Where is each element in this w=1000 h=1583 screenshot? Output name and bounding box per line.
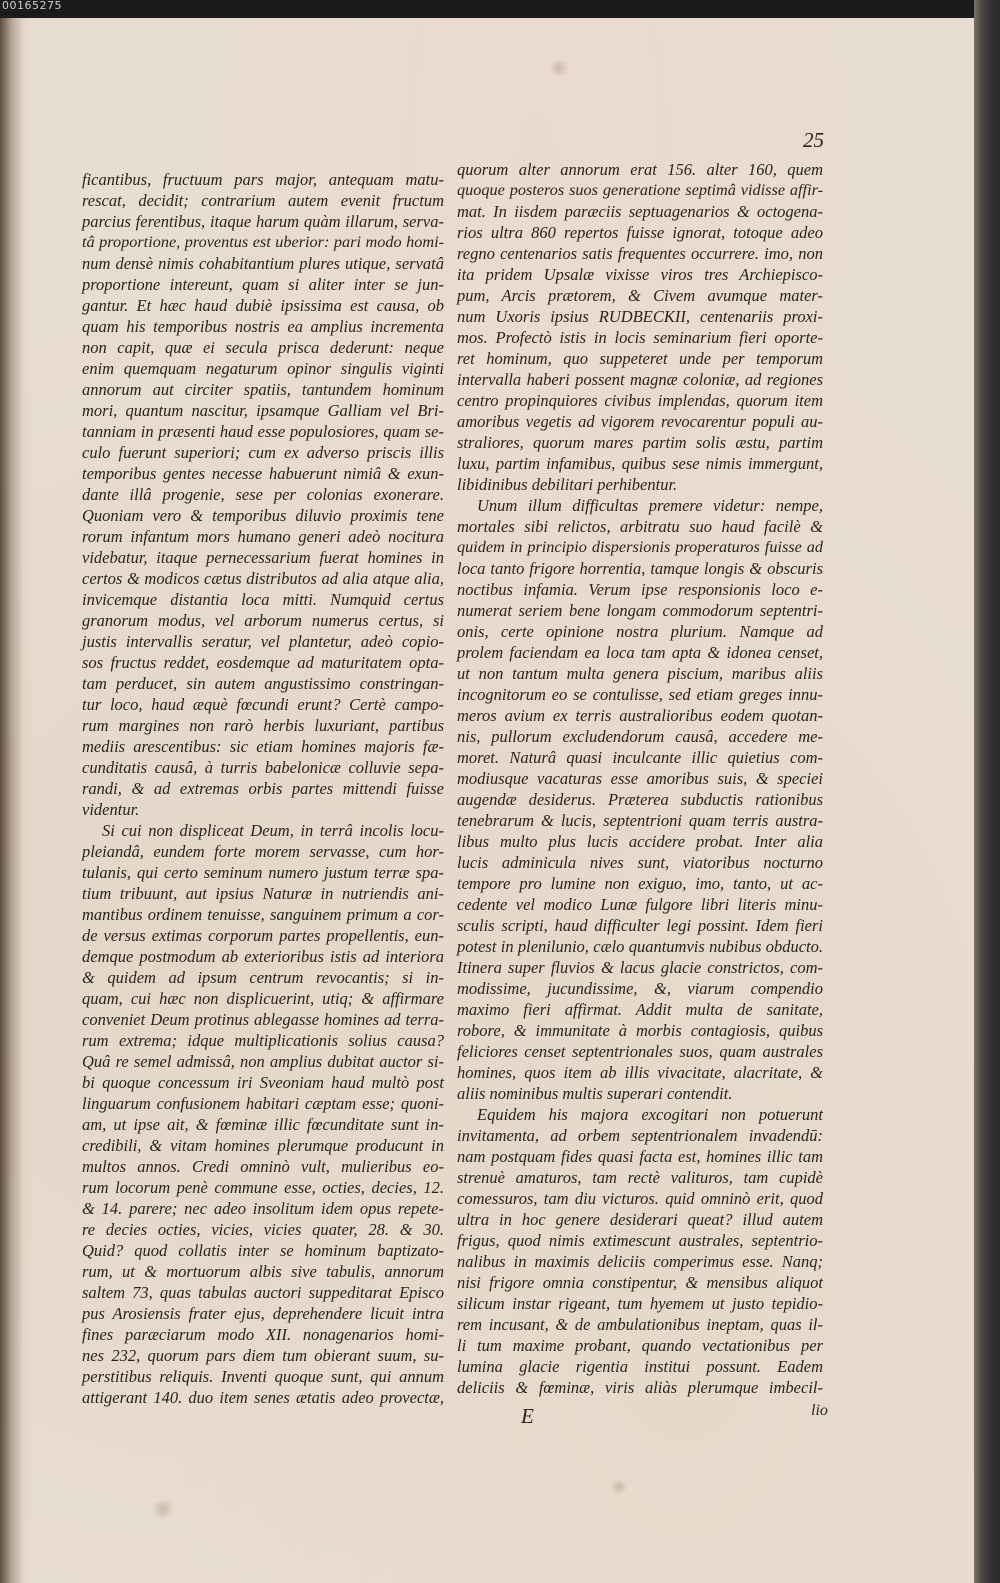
- text-line: rum locorum penè commune esse, octies, decies, 12.: [82, 1178, 444, 1197]
- text-line: rem incusant, & de ambulationibus ineptam, quas il-: [457, 1315, 823, 1334]
- text-line: Quid? quod collatis inter se hominum baptizato-: [82, 1241, 444, 1260]
- text-line: parcius ferentibus, itaque harum quàm illarum, serva-: [82, 212, 444, 231]
- text-line: mori, quantum nascitur, ipsamque Galliam vel Bri-: [82, 401, 444, 420]
- text-line: annorum aut circiter spatiis, tantundem hominum: [82, 380, 444, 399]
- text-line: nam postquam fides quasi facta est, homines illic tam: [457, 1147, 823, 1166]
- paper-stain: [150, 1500, 176, 1518]
- text-line: moret. Naturâ quasi inculcante illic quietius com-: [457, 748, 823, 767]
- page-gutter-shadow: [0, 17, 34, 1583]
- text-line: quam, cui hæc non displicuerint, utiq; & affirmare: [82, 989, 444, 1008]
- text-line: ita pridem Upsalæ vixisse viros tres Archiepisco-: [457, 265, 823, 284]
- text-line: nisi frigore omnia constipentur, & mensibus aliquot: [457, 1273, 823, 1292]
- text-line: maximo fieri affirmat. Addit multa de sanitate,: [457, 1000, 823, 1019]
- text-line: loca tanto frigore horrentia, tamque longis & obscuris: [457, 559, 823, 578]
- text-line: Unum illum difficultas premere videtur: nempe,: [477, 496, 823, 515]
- text-line: mortales sibi relictos, arbitratu suo haud facilè &: [457, 517, 823, 536]
- text-line: de versus extimas corporum partes propellentis, eun-: [82, 926, 444, 945]
- text-line: homines, quos item ab illis vivacitate, alacritate, &: [457, 1063, 823, 1082]
- text-line: re decies octies, vicies, vicies quater, 28. & 30.: [82, 1220, 444, 1239]
- text-line: pleiandâ, eundem forte morem servasse, cum hor-: [82, 842, 444, 861]
- text-line: intervalla haberi possent magnæ coloniæ, ad regiones: [457, 370, 823, 389]
- text-line: strenuè amaturos, tam rectè valituros, tam cupidè: [457, 1168, 823, 1187]
- text-line: saltem 73, quas tabulas auctori suppeditarat Episco: [82, 1283, 444, 1302]
- text-line: & 14. parere; nec adeo insolitum idem opus repete-: [82, 1199, 444, 1218]
- text-line: Itinera super fluvios & lacus glacie constrictos, com-: [457, 958, 823, 977]
- text-line: tulanis, qui certo seminum numero justum terræ spa-: [82, 863, 444, 882]
- text-line: regno centenarios satis frequentes occurrere. imo, non: [457, 244, 823, 263]
- text-line: multos annos. Credi omninò vult, mulieribus eo-: [82, 1157, 444, 1176]
- text-line: modiusque vacaturas esse amoribus suis, & speciei: [457, 769, 823, 788]
- text-line: numerat seriem bene longam commodorum septentri-: [457, 601, 823, 620]
- text-line: rum extrema; idque multiplicationis solius causa?: [82, 1031, 444, 1050]
- text-line: invicemque distantia loca mitti. Numquid certus: [82, 590, 444, 609]
- text-line: rum, ut & mortuorum albis sive tabulis, annorum: [82, 1262, 444, 1281]
- text-line: potest in plenilunio, cælo quantumvis nubibus obducto.: [457, 937, 823, 956]
- text-line: tium tribuunt, aut ipsius Naturæ in nutriendis ani-: [82, 884, 444, 903]
- text-line: bi quoque concessum iri Sveoniam haud multò post: [82, 1073, 444, 1092]
- text-line: mediis arescentibus: sic etiam homines majoris fæ-: [82, 737, 444, 756]
- text-line: robore, & immunitate à morbis contagiosis, quibus: [457, 1021, 823, 1040]
- paper-stain: [610, 1480, 628, 1494]
- text-line: certos & modicos cætus distributos ad alia atque alia,: [82, 569, 444, 588]
- text-line: proportione intereunt, quam si aliter inter se jun-: [82, 275, 444, 294]
- text-line: quoque posteros suos generatione septimâ vidisse affir-: [457, 181, 823, 199]
- text-line: mat. In iisdem paræciis septuagenarios & octogena-: [457, 202, 823, 221]
- text-line: nalibus in maximis deliciis comperimus esse. Nanq;: [457, 1252, 823, 1271]
- text-line: ficantibus, fructuum pars major, antequam matu-: [82, 170, 444, 189]
- text-line: mantibus ordinem tenuisse, sanguinem primum a cor-: [82, 905, 444, 924]
- text-line: num Uxoris ipsius RUDBECKII, centenariis proxi-: [457, 307, 823, 326]
- text-line: rum margines non rarò herbis luxuriant, partibus: [82, 716, 444, 735]
- text-line: randi, & ad extremas orbis partes mittendi fuisse: [82, 779, 444, 798]
- text-line: pus Arosiensis frater ejus, deprehendere licuit intra: [82, 1304, 444, 1323]
- text-line: comessuros, tam diu victuros. quid omninò erit, quod: [457, 1189, 823, 1208]
- text-line: prolem faciendam ea loca tam apta & idonea censet,: [457, 643, 823, 662]
- text-line: temporibus gentes necesse habuerunt nimiâ & exun-: [82, 464, 444, 483]
- text-line: rorum infantum mors humano generi adeò nocitura: [82, 527, 444, 546]
- text-line: nes 232, quorum pars diem tum obierant suum, su-: [82, 1346, 444, 1365]
- signature-mark: E: [521, 1404, 534, 1428]
- text-line: quam his temporibus nostris ea amplius incrementa: [82, 317, 444, 336]
- text-line: lumina glacie rigentia institui possunt. Eadem: [457, 1357, 823, 1376]
- text-line: num densè nimis cohabitantium plures utique, servatâ: [82, 254, 444, 273]
- text-line: Equidem his majora excogitari non potuerunt: [477, 1105, 823, 1124]
- text-line: gantur. Et hæc haud dubiè ipsissima est causa, ob: [82, 296, 444, 315]
- text-line: ret hominum, quo suppeteret unde per temporum: [457, 349, 823, 368]
- text-line: non capit, quæ ei secula prisca dederunt: neque: [82, 338, 444, 357]
- text-line: straliores, quorum mares partim solis æstu, partim: [457, 433, 823, 452]
- text-line: videbatur, itaque pernecessarium fuerat homines in: [82, 548, 444, 567]
- text-line: culo fuerunt superiori; cum ex adverso priscis illis: [82, 443, 444, 462]
- scan-right-border: [974, 0, 1000, 1583]
- text-line: tanniam in præsenti haud esse populosiores, quam se-: [82, 422, 444, 441]
- text-line: granorum modus, vel arborum numerus certus, si: [82, 611, 444, 630]
- text-line: & quidem ad ipsum centrum revocantis; si in-: [82, 968, 444, 987]
- text-line: onis, certe opinione nostra plurium. Namque ad: [457, 622, 823, 641]
- text-line: linguarum confusionem habitari cæptam esse; quoni-: [82, 1094, 444, 1113]
- scan-id-label: 00165275: [2, 0, 62, 12]
- text-line: am, ut ipse ait, & fœminæ illic fœcunditate sunt in-: [82, 1115, 444, 1134]
- text-line: justis intervallis seratur, vel plantetur, adeò copio-: [82, 632, 444, 651]
- text-line: ultra in hoc genere desiderari queat? illud autem: [457, 1210, 823, 1229]
- text-line: rios ultra 860 repertos fuisse ignorat, totoque adeo: [457, 223, 823, 242]
- text-line: mos. Profectò istis in locis seminarium fieri oporte-: [457, 328, 823, 347]
- text-line: amoribus vegetis ad vigorem revocarentur populi au-: [457, 412, 823, 431]
- text-line: enim quemquam negaturum opinor singulis viginti: [82, 359, 444, 378]
- text-line: meros avium ex terris australioribus eodem quotan-: [457, 706, 823, 725]
- text-line: cedente vel modico Lunæ fulgore libri literis minu-: [457, 895, 823, 914]
- text-column-right: [457, 159, 823, 1398]
- text-line: lucis adminicula nives sunt, viatoribus nocturno: [457, 853, 823, 872]
- text-line: noctibus infamia. Verum ipse responsionis loco e-: [457, 580, 823, 599]
- text-line: deliciis & fœminæ, viris aliàs plerumque imbecil-: [457, 1378, 823, 1397]
- text-line: Quâ re semel admissâ, non amplius dubitat auctor si-: [82, 1052, 444, 1071]
- text-column-left: [82, 169, 444, 1408]
- text-line: sos fructus reddet, eosdemque ad maturitatem opta-: [82, 653, 444, 672]
- text-line: fines paræciarum modo XII. nonagenarios homi-: [82, 1325, 444, 1344]
- text-line: tur loco, haud æquè fœcundi erunt? Certè campo-: [82, 695, 444, 714]
- text-line: cunditatis causâ, à turris babelonicæ colluvie sepa-: [82, 758, 444, 777]
- text-line: modissime, jucundissime, &, viarum compendio: [457, 979, 823, 998]
- text-line: invitamenta, ad orbem septentrionalem invadendū:: [457, 1126, 823, 1145]
- text-line: credibili, & vitam homines plerumque producunt in: [82, 1136, 444, 1155]
- text-line: li tum maxime probant, quando vectationibus per: [457, 1336, 823, 1355]
- text-line: rescat, decidit; contrarium autem evenit fructum: [82, 191, 444, 210]
- text-line: frigus, quod nimis extimescunt australes, septentrio-: [457, 1231, 823, 1250]
- text-line: libidinibus debilitari perhibentur.: [457, 475, 678, 494]
- text-line: Quoniam vero & temporibus diluvio proximis tene: [82, 506, 444, 525]
- text-line: augendæ desiderus. Præterea subductis rationibus: [457, 790, 823, 809]
- text-line: tenebrarum & lucis, septentrioni quam terris austra-: [457, 811, 823, 830]
- text-line: quorum alter annorum erat 156. alter 160, quem: [457, 160, 823, 179]
- text-line: silicum instar rigeant, tum hyemem ut justo tepidio-: [457, 1294, 823, 1313]
- text-line: sculis scripti, haud difficulter legi possint. Idem fieri: [457, 916, 823, 935]
- text-line: incognitorum eo se contulisse, sed etiam greges innu-: [457, 685, 823, 704]
- text-line: conveniet Deum protinus ablegasse homines ad terra-: [82, 1010, 444, 1029]
- text-line: demque postmodum ab exterioribus istis ad interiora: [82, 947, 444, 966]
- text-line: attigerant 140. duo item senes ætatis adeo provectæ,: [82, 1388, 444, 1407]
- scan-top-border: [0, 0, 1000, 18]
- text-line: videntur.: [82, 800, 140, 819]
- text-line: feliciores censet septentrionales suos, quam australes: [457, 1042, 823, 1061]
- text-line: pum, Arcis prætorem, & Civem avumque mater-: [457, 286, 823, 305]
- catchword: lio: [811, 1402, 828, 1419]
- text-line: Si cui non displiceat Deum, in terrâ incolis locu-: [102, 821, 444, 840]
- text-line: tempore pro lumine non exiguo, imo, tanto, ut ac-: [457, 874, 823, 893]
- text-line: tâ proportione, proventus est uberior: pari modo homi-: [82, 233, 444, 251]
- text-line: perstitibus reliquis. Inventi quoque sunt, qui annum: [82, 1367, 444, 1386]
- text-line: dante illâ progenie, sese per colonias exonerare.: [82, 485, 444, 504]
- text-line: luxu, partim infamibus, quibus sese nimis immergunt,: [457, 454, 823, 473]
- text-line: tam perducet, sin autem angustissimo constringan-: [82, 674, 444, 693]
- text-line: nis, pullorum excludendorum causâ, accedere me-: [457, 727, 823, 746]
- page-number: 25: [803, 128, 824, 152]
- text-line: quidem in principio dispersionis properaturos fuisse ad: [457, 538, 823, 556]
- text-line: ut non tantum multa genera piscium, maribus aliis: [457, 664, 823, 683]
- text-line: aliis nominibus multis superari contendit.: [457, 1084, 733, 1103]
- paper-stain: [548, 60, 570, 76]
- text-line: libus multo plus lucis accidere probat. Inter alia: [457, 832, 823, 851]
- text-line: centro propinquiores civibus implendas, quorum item: [457, 391, 823, 410]
